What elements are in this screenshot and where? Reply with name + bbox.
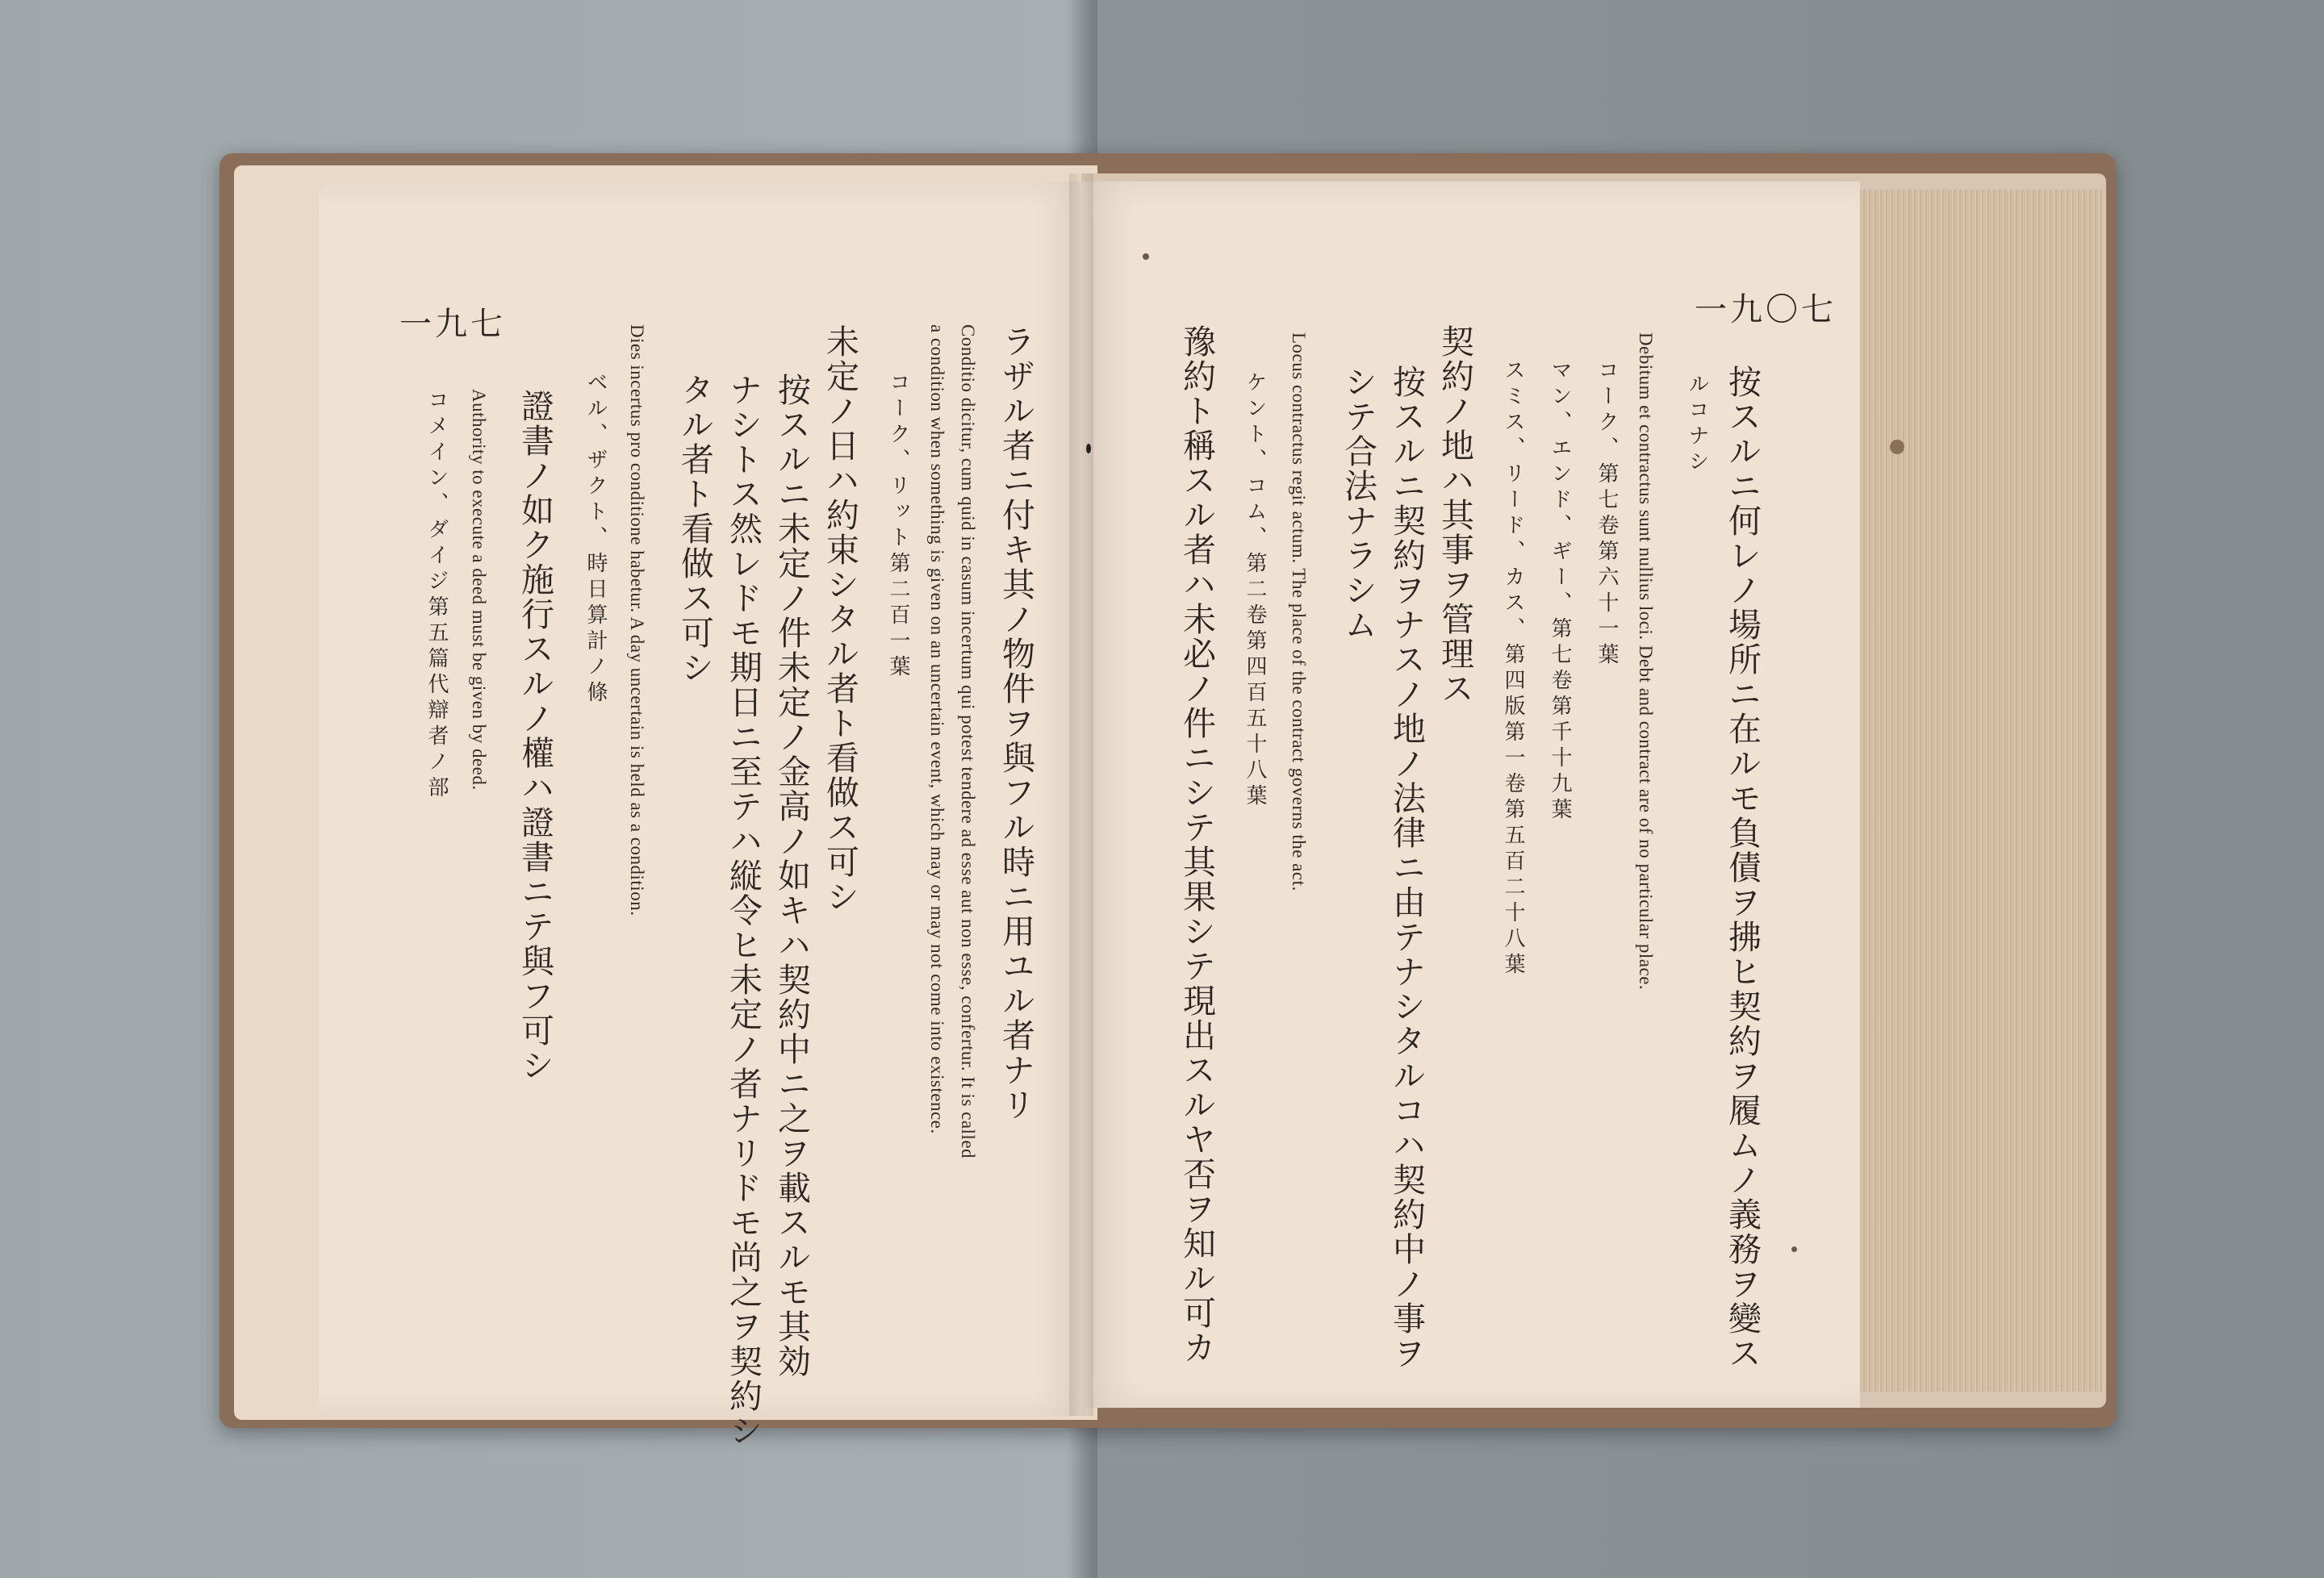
left-col-7: ナシトス然レドモ期日ニ至テハ縦令ヒ未定ノ者ナリドモ尚之ヲ契約シ (724, 373, 763, 1448)
right-col-1: 按スルニ何レノ場所ニ在ルモ負債ヲ拂ヒ契約ヲ履ムノ義務ヲ變ス (1723, 365, 1762, 1371)
right-col-3: Debitum et contractus sunt nullius loci. Debt and contract are of no particular place. (1636, 332, 1656, 991)
left-col-1: ラザル者ニ付キ其ノ物件ヲ與フル時ニ用ユル者ナリ (997, 324, 1035, 1122)
page-speck (1086, 444, 1091, 453)
right-col-7: 契約ノ地ハ其事ヲ管理ス (1436, 324, 1474, 706)
left-col-9: Dies incertus pro conditione habetur. A day uncertain is held as a condition. (627, 324, 647, 916)
book-gutter (1069, 173, 1093, 1416)
right-col-6: スミス、リード、カス、第四版第一卷第五百二十八葉 (1501, 359, 1525, 979)
page-edges (1860, 190, 2102, 1392)
left-page-number: 一九七 (399, 306, 506, 343)
left-col-11: 證書ノ如ク施行スルノ權ハ證書ニテ與フ可シ (516, 389, 554, 1083)
right-col-4: コーク、第七卷第六十一葉 (1595, 359, 1619, 669)
left-col-3: a condition when something is given on an uncertain event, which may or may not come into existence. (927, 324, 947, 1134)
right-col-2: ルコナシ (1685, 373, 1709, 476)
left-col-8: タル者ト看做ス可シ (675, 373, 714, 685)
page-spot (1890, 440, 1904, 454)
left-col-6: 按スルニ未定ノ件未定ノ金高ノ如キハ契約中ニ之ヲ載スルモ其効 (772, 373, 811, 1379)
right-col-10: Locus contractus regit actum. The place of the contract governs the act. (1289, 332, 1309, 891)
right-col-8: 按スルニ契約ヲナスノ地ノ法律ニ由テナシタルコハ契約中ノ事ヲ (1387, 365, 1426, 1371)
left-col-10: ベル、ザクト、時日算計ノ條 (583, 371, 608, 707)
left-col-5: 未定ノ日ハ約束シタル者ト看做ス可シ (821, 324, 859, 914)
right-col-9: シテ合法ナラシム (1339, 365, 1377, 642)
left-col-2: Conditio dicitur, cum quid in casum incertum qui potest tendere ad esse aut non esse, confertur. It is called (958, 324, 978, 1159)
page-speck (1791, 1246, 1797, 1252)
left-col-12: Authority to execute a deed must be given by deed. (469, 389, 489, 791)
left-col-13: コメイン、ダイジ第五篇代辯者ノ部 (424, 389, 449, 802)
right-page-number: 一九〇七 (1695, 291, 1837, 328)
right-col-11: ケント、コム、第二卷第四百五十八葉 (1243, 371, 1267, 810)
left-col-4: コーク、リット第二百一葉 (886, 371, 910, 681)
right-col-5: マン、エンド、ギー、第七卷第千十九葉 (1548, 359, 1572, 824)
right-col-12: 豫約ト稱スル者ハ未必ノ件ニシテ其果シテ現出スルヤ否ヲ知ル可カ (1177, 324, 1216, 1365)
page-speck (1143, 253, 1149, 260)
